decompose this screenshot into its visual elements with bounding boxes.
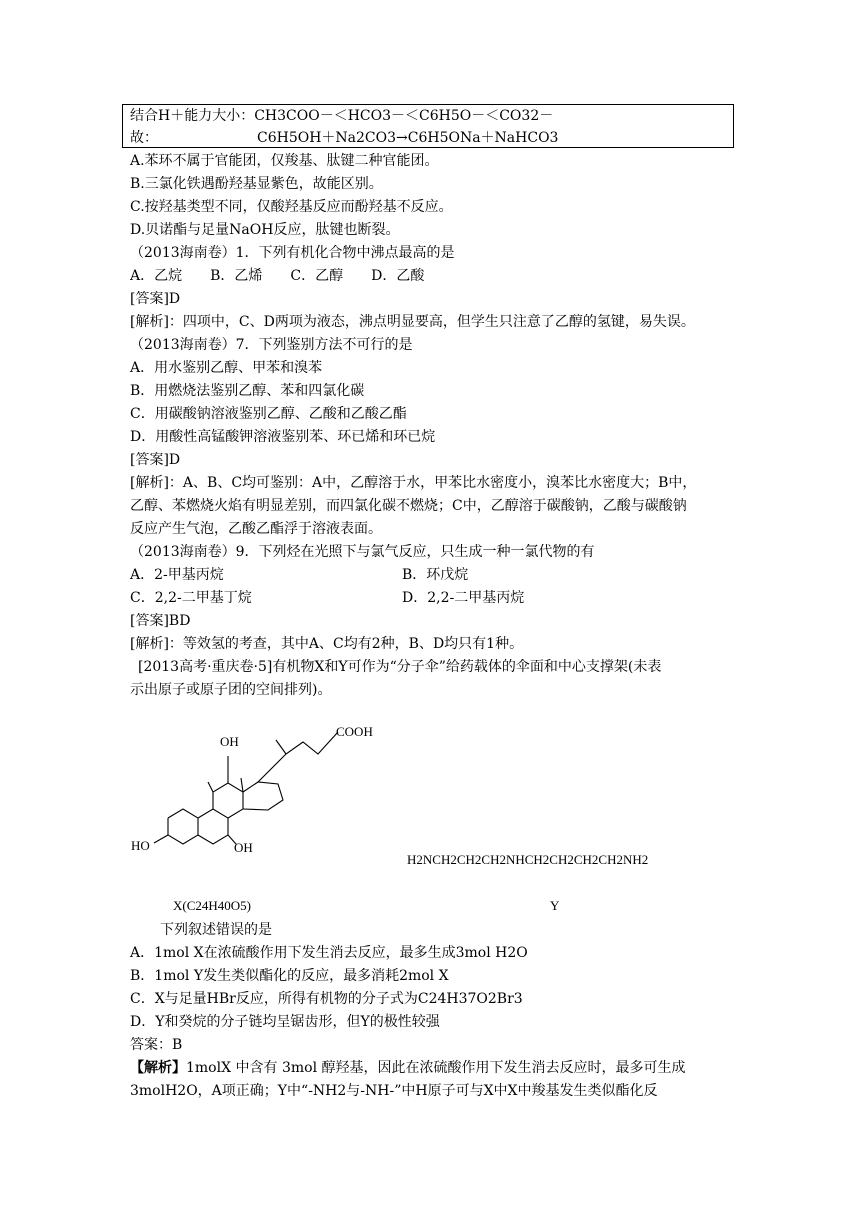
q7-option-c: C．用碳酸钠溶液鉴别乙醇、乙酸和乙酸乙酯 xyxy=(130,406,407,422)
molecule-x-label: X(C24H40O5) xyxy=(173,898,251,913)
box-line-1: 结合H＋能力大小：CH3COO－＜HCO3－＜C6H5O－＜CO32－ xyxy=(130,108,554,124)
q7-answer: [答案]D xyxy=(130,452,181,468)
option-a: A.苯环不属于官能团，仅羧基、肽键二种官能团。 xyxy=(130,153,439,169)
q7-option-d: D．用酸性高锰酸钾溶液鉴别苯、环已烯和环已烷 xyxy=(130,429,436,445)
cq-analysis-text-1: 1molX 中含有 3mol 醇羟基，因此在浓硫酸作用下发生消去反应时，最多可生成 xyxy=(186,1060,686,1076)
cq-option-a: A．1mol X在浓硫酸作用下发生消去反应，最多生成3mol H2O xyxy=(130,945,528,961)
struct-cooh: COOH xyxy=(336,724,373,739)
q9-stem: （2013海南卷）9．下列烃在光照下与氯气反应，只生成一种一氯代物的有 xyxy=(130,544,595,560)
option-b: B.三氯化铁遇酚羟基显紫色，故能区别。 xyxy=(130,176,383,192)
molecule-y-formula: H2NCH2CH2CH2NHCH2CH2CH2CH2NH2 xyxy=(407,852,649,867)
option-d: D.贝诺酯与足量NaOH反应，肽键也断裂。 xyxy=(130,222,400,238)
q7-option-b: B．用燃烧法鉴别乙醇、苯和四氯化碳 xyxy=(130,383,365,399)
q7-analysis-line-2: 乙醇、苯燃烧火焰有明显差别，而四氯化碳不燃烧；C中，乙醇溶于碳酸钠，乙酸与碳酸钠 xyxy=(130,498,687,514)
cq-answer: 答案：B xyxy=(130,1037,183,1053)
q7-option-a: A．用水鉴别乙醇、甲苯和溴苯 xyxy=(130,360,323,376)
q9-option-c: C．2,2-二甲基丁烷 xyxy=(130,590,252,606)
struct-oh-top: OH xyxy=(220,734,239,749)
q9-analysis: [解析]：等效氢的考查，其中A、C均有2种，B、D均只有1种。 xyxy=(130,636,524,652)
q1-stem: （2013海南卷）1．下列有机化合物中沸点最高的是 xyxy=(130,245,455,261)
molecule-x-structure xyxy=(128,712,408,882)
cq-option-d: D．Y和癸烷的分子链均呈锯齿形，但Y的极性较强 xyxy=(130,1014,440,1030)
cq-analysis-line-1 xyxy=(130,1058,686,1078)
q1-answer: [答案]D xyxy=(130,291,181,307)
box-line-2-equation: C6H5OH＋Na2CO3→C6H5ONa＋NaHCO3 xyxy=(257,130,559,146)
cq-option-b: B．1mol Y发生类似酯化的反应，最多消耗2mol X xyxy=(130,968,449,984)
struct-ho-left: HO xyxy=(131,838,150,853)
q7-stem: （2013海南卷）7．下列鉴别方法不可行的是 xyxy=(130,337,413,353)
cq-stem-line-2: 示出原子或原子团的空间排列)。 xyxy=(130,682,332,698)
cq-stem-line-1: [2013高考·重庆卷·5]有机物X和Y可作为“分子伞”给药载体的伞面和中心支撑架(未表 xyxy=(138,659,662,675)
q9-option-d: D．2,2-二甲基丙烷 xyxy=(402,590,525,606)
q9-answer: [答案]BD xyxy=(130,613,191,629)
molecule-y-label: Y xyxy=(550,898,560,913)
box-line-2-prefix: 故： xyxy=(130,130,158,146)
cq-analysis-head: 【解析】 xyxy=(130,1060,186,1076)
q7-analysis-line-3: 反应产生气泡，乙酸乙酯浮于溶液表面。 xyxy=(130,521,382,537)
q1-analysis: [解析]：四项中，C、D两项为液态，沸点明显要高，但学生只注意了乙醇的氢键，易失误。 xyxy=(130,314,695,330)
q9-option-b: B．环戊烷 xyxy=(402,567,469,583)
struct-oh-bottom: OH xyxy=(234,840,253,855)
cq-prompt: 下列叙述错误的是 xyxy=(160,922,272,938)
cq-option-c: C．X与足量HBr反应，所得有机物的分子式为C24H37O2Br3 xyxy=(130,991,523,1007)
q7-analysis-line-1: [解析]：A、B、C均可鉴别：A中，乙醇溶于水，甲苯比水密度小，溴苯比水密度大；B中， xyxy=(130,475,697,491)
q1-options: A．乙烷 B．乙烯 C．乙醇 D．乙酸 xyxy=(130,268,425,284)
cq-analysis-line-2: 3molH2O，A项正确；Y中“-NH2与-NH-”中H原子可与X中X中羧基发生类似酯化反 xyxy=(130,1083,658,1099)
q9-option-a: A．2-甲基丙烷 xyxy=(130,567,224,583)
option-c: C.按羟基类型不同，仅酸羟基反应而酚羟基不反应。 xyxy=(130,199,453,215)
